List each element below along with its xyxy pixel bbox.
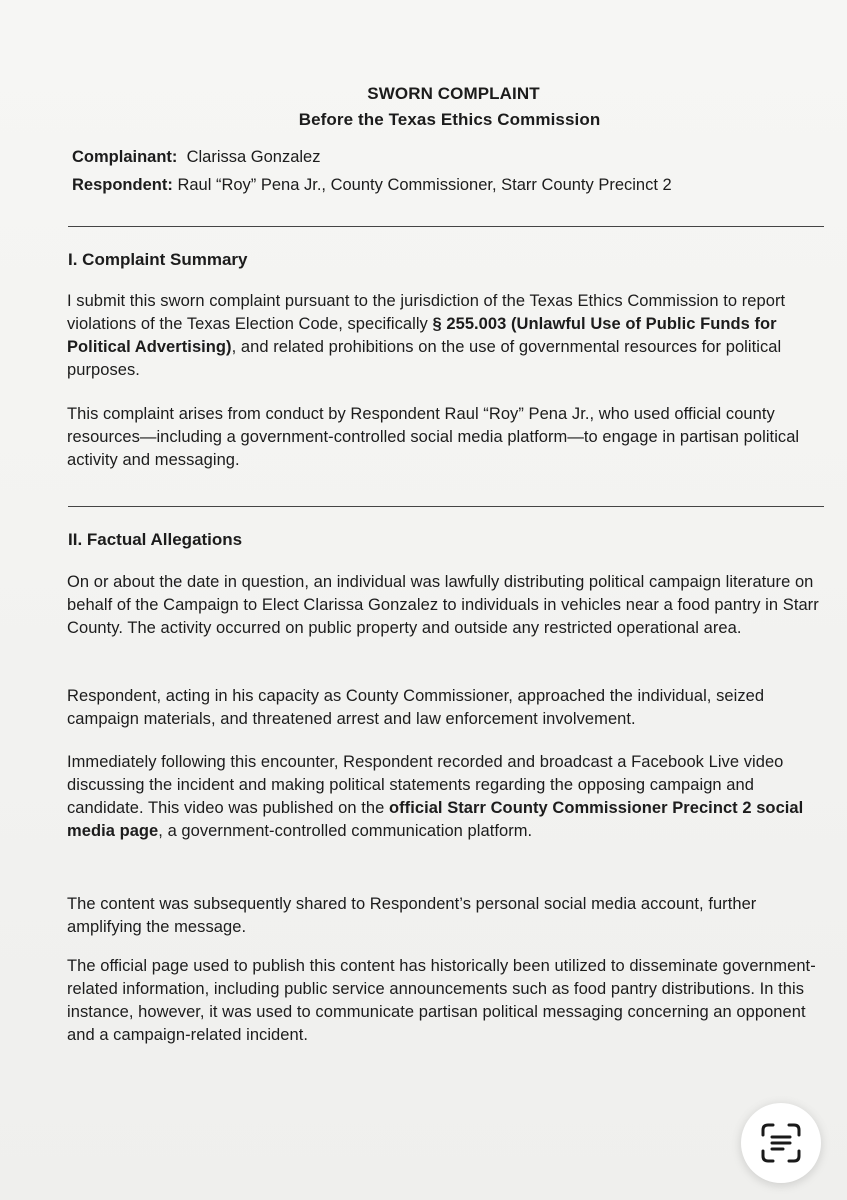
summary-p1-citation: § 255.003 (Unlawful Use of Public Funds for Political Advertising) [67, 315, 777, 356]
divider [68, 506, 824, 507]
section-heading-factual-allegations: II. Factual Allegations [68, 530, 243, 549]
allegations-paragraph-2: Respondent, acting in his capacity as County Commissioner, approached the individual, seized campaign materials, and threatened arrest and law enforcement involvement. [67, 687, 765, 728]
allegations-paragraph-3 [67, 751, 827, 843]
complainant-value: Clarissa Gonzalez [186, 148, 321, 166]
complainant-line [72, 148, 320, 167]
allegations-p3-text-a: Immediately following this encounter, Respondent recorded and broadcast a Facebook Live video discussing the incident and making political statements regarding the opposing campaign and candidate. This video was published on the [67, 753, 784, 817]
allegations-paragraph-5: The official page used to publish this content has historically been utilized to disseminate government-related information, including public service announcements such as food pantry distributions. In this instance, however, it was used to communicate partisan political messaging concerning an opponent and a campaign-related incident. [67, 957, 816, 1044]
allegations-p3-page-name: official Starr County Commissioner Precinct 2 social media page [67, 799, 804, 840]
document-subtitle: Before the Texas Ethics Commission [298, 110, 601, 129]
section-heading-complaint-summary: I. Complaint Summary [68, 250, 248, 269]
respondent-value: Raul “Roy” Pena Jr., County Commissioner, Starr County Precinct 2 [177, 176, 672, 194]
respondent-line [72, 176, 672, 195]
respondent-label: Respondent: [72, 176, 173, 194]
summary-p1-text-a: I submit this sworn complaint pursuant to the jurisdiction of the Texas Ethics Commission to report violations of the Texas Election Code, specifically [67, 292, 786, 333]
summary-paragraph-1 [67, 290, 827, 382]
allegations-paragraph-4: The content was subsequently shared to Respondent’s personal social media account, further amplifying the message. [67, 895, 757, 936]
document-title: SWORN COMPLAINT [367, 84, 540, 103]
allegations-p3-text-b: , a government-controlled communication platform. [158, 822, 533, 840]
allegations-paragraph-1: On or about the date in question, an individual was lawfully distributing political campaign literature on behalf of the Campaign to Elect Clarissa Gonzalez to individuals in vehicles near a food pantry in Starr County. The activity occurred on public property and outside any restricted operational area. [67, 573, 819, 637]
scan-text-button[interactable] [741, 1103, 821, 1183]
scan-text-icon [759, 1121, 803, 1165]
summary-p1-text-b: , and related prohibitions on the use of governmental resources for political purposes. [67, 338, 782, 379]
complainant-label: Complainant: [72, 148, 178, 166]
divider [68, 226, 824, 227]
summary-paragraph-2: This complaint arises from conduct by Respondent Raul “Roy” Pena Jr., who used official county resources—including a government-controlled social media platform—to engage in partisan political activity and messaging. [67, 405, 800, 469]
